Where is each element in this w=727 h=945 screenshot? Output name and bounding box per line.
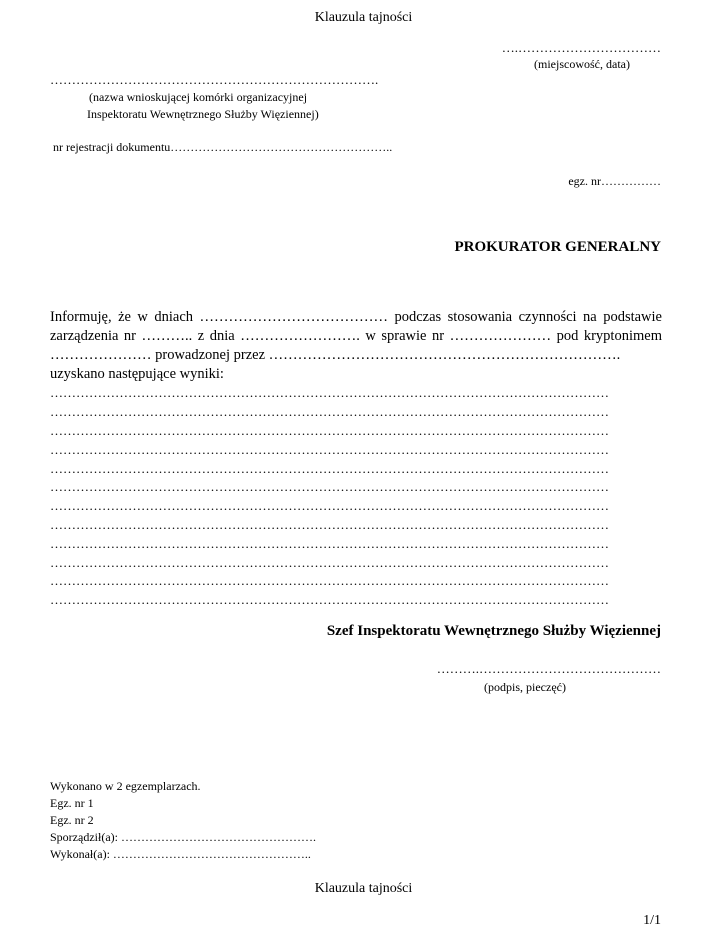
body-line-1: Informuję, że w dniach ………………………………… podczas stosowania czynności na podstawie xyxy=(50,309,662,325)
result-line: ………………………………………………………………………………………………………………… xyxy=(50,404,609,419)
place-date-label: (miejscowość, data) xyxy=(534,57,630,71)
body-line-2: zarządzenia nr ……….. z dnia ……………………. w sprawie nr ………………… pod kryptonimem xyxy=(50,328,662,344)
signature-dots: ……….…………………………………… xyxy=(436,661,661,676)
result-line: ………………………………………………………………………………………………………………… xyxy=(50,498,609,513)
body-line-4: uzyskano następujące wyniki: xyxy=(50,366,224,382)
unit-label-line2: Inspektoratu Wewnętrznego Służby Więziennej) xyxy=(87,107,319,121)
result-line: ………………………………………………………………………………………………………………… xyxy=(50,385,609,400)
registration-number: nr rejestracji dokumentu……………………………………………….. xyxy=(53,140,393,154)
page-number: 1/1 xyxy=(643,913,661,928)
body-line-3: ………………… prowadzonej przez ………………………………………………………………. xyxy=(50,347,621,363)
copies-made: Wykonano w 2 egzemplarzach. xyxy=(50,779,201,793)
result-line: ………………………………………………………………………………………………………………… xyxy=(50,442,609,457)
classification-footer: Klauzula tajności xyxy=(314,881,413,896)
result-line: ………………………………………………………………………………………………………………… xyxy=(50,555,609,570)
result-line: ………………………………………………………………………………………………………………… xyxy=(50,479,609,494)
prepared-by: Sporządził(a): …………………………………………. xyxy=(50,830,316,844)
copy-number: egz. nr…………… xyxy=(568,174,661,188)
result-line: ………………………………………………………………………………………………………………… xyxy=(50,461,609,476)
unit-dots: …………………………………………………………………. xyxy=(50,72,379,87)
addressee-title: PROKURATOR GENERALNY xyxy=(454,239,661,255)
result-line: ………………………………………………………………………………………………………………… xyxy=(50,423,609,438)
classification-header: Klauzula tajności xyxy=(314,10,413,25)
result-line: ………………………………………………………………………………………………………………… xyxy=(50,592,609,607)
copy-2: Egz. nr 2 xyxy=(50,813,94,827)
signature-title: Szef Inspektoratu Wewnętrznego Służby Więziennej xyxy=(326,623,661,639)
result-line: ………………………………………………………………………………………………………………… xyxy=(50,517,609,532)
executed-by: Wykonał(a): ………………………………………….. xyxy=(50,847,311,861)
signature-label: (podpis, pieczęć) xyxy=(484,680,566,694)
result-line: ………………………………………………………………………………………………………………… xyxy=(50,573,609,588)
unit-label-line1: (nazwa wnioskującej komórki organizacyjnej xyxy=(89,90,308,104)
result-line: ………………………………………………………………………………………………………………… xyxy=(50,536,609,551)
copy-1: Egz. nr 1 xyxy=(50,796,94,810)
place-date-dots: ….…………………………… xyxy=(501,40,661,55)
